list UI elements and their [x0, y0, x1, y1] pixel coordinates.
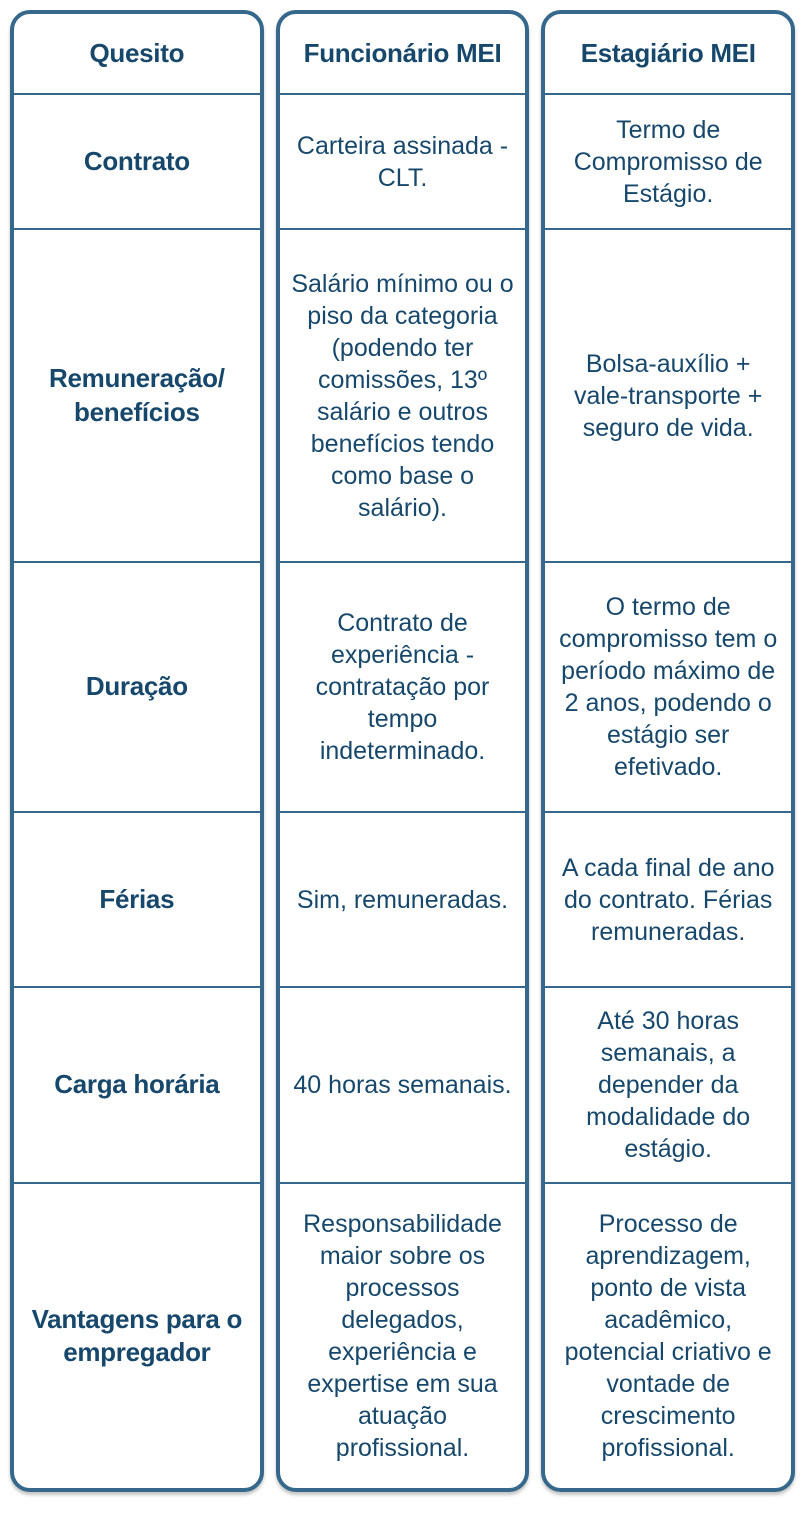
cell-estagiario-carga-horaria: Até 30 horas semanais, a depender da modalidade do estágio.	[545, 986, 791, 1182]
column-header-quesito: Quesito	[89, 37, 185, 68]
cell-estagiario-remuneracao: Bolsa-auxílio + vale-transporte + seguro de vida.	[545, 228, 791, 561]
column-card-estagiario-mei	[541, 10, 795, 1492]
cell-funcionario-ferias: Sim, remuneradas.	[280, 811, 526, 986]
cell-funcionario-contrato: Carteira assinada - CLT.	[280, 93, 526, 228]
row-label-vantagens: Vantagens para o empregador	[14, 1182, 260, 1488]
cell-funcionario-remuneracao: Salário mínimo ou o piso da categoria (podendo ter comissões, 13º salário e outros benefícios tendo como base o salário).	[280, 228, 526, 561]
row-label-duracao: Duração	[14, 561, 260, 811]
cell-funcionario-duracao: Contrato de experiência - contratação por tempo indeterminado.	[280, 561, 526, 811]
row-label-remuneracao: Remuneração/ benefícios	[14, 228, 260, 561]
row-label-ferias: Férias	[14, 811, 260, 986]
cell-estagiario-ferias: A cada final de ano do contrato. Férias remuneradas.	[545, 811, 791, 986]
column-card-quesito	[10, 10, 264, 1492]
row-label-carga-horaria: Carga horária	[14, 986, 260, 1182]
cell-funcionario-carga-horaria: 40 horas semanais.	[280, 986, 526, 1182]
comparison-table	[10, 10, 795, 1492]
column-header-estagiario-mei: Estagiário MEI	[580, 37, 756, 68]
column-header-funcionario-mei: Funcionário MEI	[303, 37, 502, 68]
cell-estagiario-contrato: Termo de Compromisso de Estágio.	[545, 93, 791, 228]
row-label-contrato: Contrato	[14, 93, 260, 228]
cell-estagiario-duracao: O termo de compromisso tem o período máximo de 2 anos, podendo o estágio ser efetivado.	[545, 561, 791, 811]
cell-estagiario-vantagens: Processo de aprendizagem, ponto de vista acadêmico, potencial criativo e vontade de crescimento profissional.	[545, 1182, 791, 1488]
column-card-funcionario-mei	[276, 10, 530, 1492]
cell-funcionario-vantagens: Responsabilidade maior sobre os processos delegados, experiência e expertise em sua atuação profissional.	[280, 1182, 526, 1488]
